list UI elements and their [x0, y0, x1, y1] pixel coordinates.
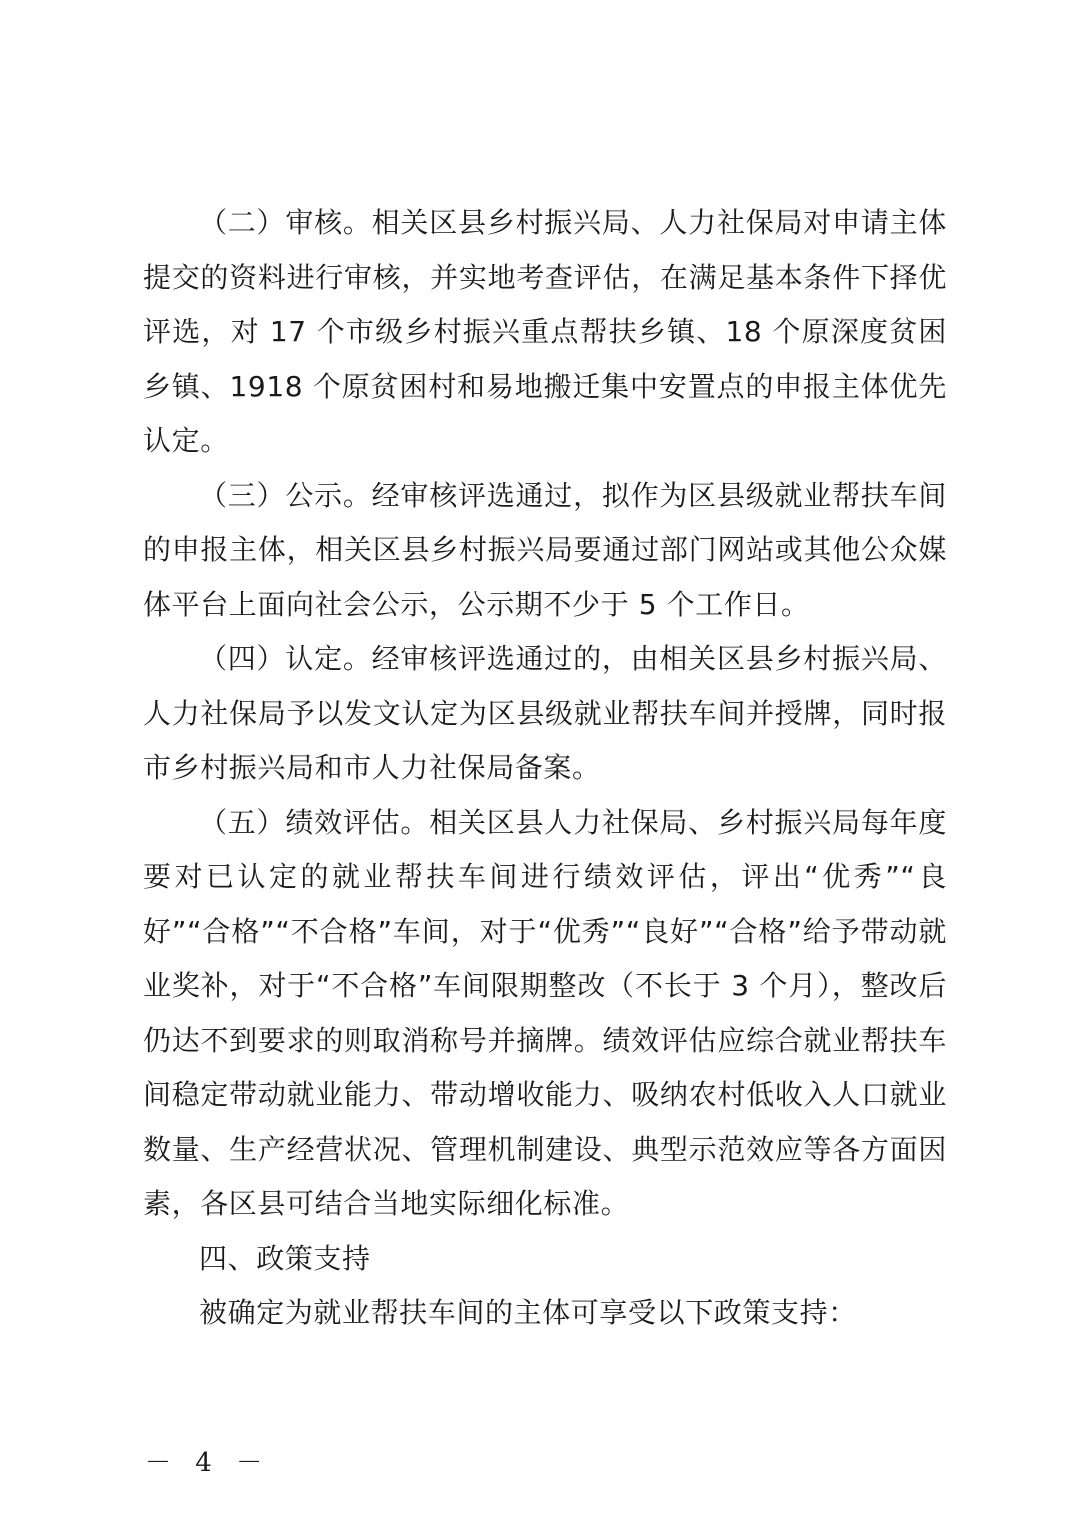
paragraph-policy-intro: 被确定为就业帮扶车间的主体可享受以下政策支持： [199, 1296, 857, 1329]
paragraph-publicity: （三）公示。经审核评选通过，拟作为区县级就业帮扶车间的申报主体，相关区县乡村振兴局要通过部门网站或其他公众媒体平台上面向社会公示，公示期不少于 5 个工作日。 [143, 478, 947, 621]
document-body [143, 196, 947, 1341]
paragraph-performance-evaluation: （五）绩效评估。相关区县人力社保局、乡村振兴局每年度要对已认定的就业帮扶车间进行绩效评估，评出“优秀”“良好”“合格”“不合格”车间，对于“优秀”“良好”“合格”给予带动就业奖补，对于“不合格”车间限期整改（不长于 3 个月），整改后仍达不到要求的则取消称号并摘牌。绩效评估应综合就业帮扶车间稳定带动就业能力、带动增收能力、吸纳农村低收入人口就业数量、生产经营状况、管理机制建设、典型示范效应等各方面因素，各区县可结合当地实际细化标准。 [143, 805, 947, 1220]
paragraph-review: （二）审核。相关区县乡村振兴局、人力社保局对申请主体提交的资料进行审核，并实地考查评估，在满足基本条件下择优评选，对 17 个市级乡村振兴重点帮扶乡镇、18 个原深度贫困乡镇、1918 个原贫困村和易地搬迁集中安置点的申报主体优先认定。 [143, 206, 947, 457]
page-number: － 4 － [145, 1448, 271, 1478]
paragraph-certification: （四）认定。经审核评选通过的，由相关区县乡村振兴局、人力社保局予以发文认定为区县级就业帮扶车间并授牌，同时报市乡村振兴局和市人力社保局备案。 [143, 642, 947, 784]
section-heading-policy-support: 四、政策支持 [199, 1241, 371, 1275]
